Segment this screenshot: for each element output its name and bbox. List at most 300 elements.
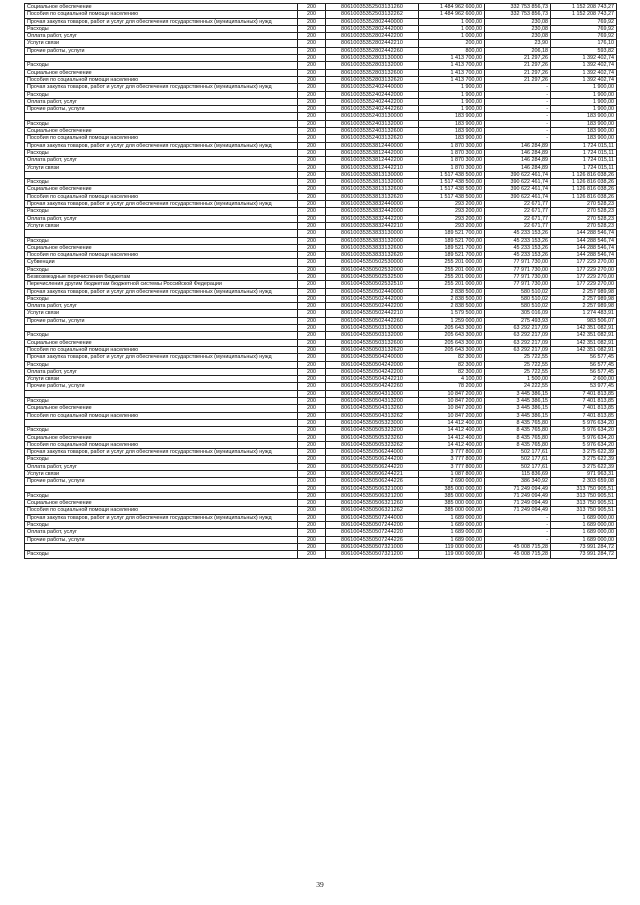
table-row xyxy=(25,259,617,266)
row-name: Услуги связи xyxy=(25,222,298,229)
row-executed: 390 622 461,74 xyxy=(485,193,551,200)
row-unexecuted: 56 577,45 xyxy=(551,354,617,361)
row-approved: 255 201 000,00 xyxy=(419,273,485,280)
row-executed: 580 510,02 xyxy=(485,295,551,302)
row-name: Прочие работы, услуги xyxy=(25,478,298,485)
row-approved: 1 000,00 xyxy=(419,25,485,32)
row-name xyxy=(25,325,298,332)
row-approved: 1 870 300,00 xyxy=(419,149,485,156)
row-code: 200 xyxy=(298,419,326,426)
row-approved: 10 847 200,00 xyxy=(419,412,485,419)
row-approved: 189 521 700,00 xyxy=(419,237,485,244)
row-code: 200 xyxy=(298,171,326,178)
row-approved: 1 517 438 500,00 xyxy=(419,193,485,200)
row-approved: 10 847 200,00 xyxy=(419,390,485,397)
row-approved: 255 201 000,00 xyxy=(419,281,485,288)
row-kbk: 80610035352802442210 xyxy=(326,40,419,47)
row-unexecuted: 144 288 546,74 xyxy=(551,237,617,244)
row-name: Прочая закупка товаров, работ и услуг для обеспечения государственных (муниципальных) нужд xyxy=(25,18,298,25)
row-kbk: 80610035353833132000 xyxy=(326,237,419,244)
row-approved: 1 689 000,00 xyxy=(419,514,485,521)
row-unexecuted: 1 689 000,00 xyxy=(551,529,617,536)
table-row xyxy=(25,295,617,302)
row-code: 200 xyxy=(298,339,326,346)
row-code: 200 xyxy=(298,128,326,135)
row-executed: 45 008 715,28 xyxy=(485,543,551,550)
row-code: 200 xyxy=(298,4,326,11)
row-kbk: 80610035352403132600 xyxy=(326,128,419,135)
row-kbk: 80610035352802440000 xyxy=(326,18,419,25)
row-kbk: 80610045350502530000 xyxy=(326,259,419,266)
row-approved: 1 870 300,00 xyxy=(419,142,485,149)
row-executed: - xyxy=(485,84,551,91)
table-row xyxy=(25,543,617,550)
table-row xyxy=(25,135,617,142)
row-kbk: 80610035352503132262 xyxy=(326,11,419,18)
row-name xyxy=(25,390,298,397)
row-name: Пособия по социальной помощи населению xyxy=(25,76,298,83)
row-code: 200 xyxy=(298,536,326,543)
row-kbk: 80610045350506244000 xyxy=(326,449,419,456)
row-name: Оплата работ, услуг xyxy=(25,463,298,470)
row-name: Социальное обеспечение xyxy=(25,186,298,193)
row-approved: 1 579 500,00 xyxy=(419,310,485,317)
row-approved: 293 200,00 xyxy=(419,208,485,215)
table-row xyxy=(25,4,617,11)
table-row xyxy=(25,47,617,54)
row-executed: 22 671,77 xyxy=(485,222,551,229)
row-unexecuted: 1 392 402,74 xyxy=(551,62,617,69)
row-executed: - xyxy=(485,529,551,536)
table-row xyxy=(25,55,617,62)
row-unexecuted: 1 126 816 038,26 xyxy=(551,171,617,178)
row-approved: 385 000 000,00 xyxy=(419,500,485,507)
row-unexecuted: 177 229 270,00 xyxy=(551,266,617,273)
row-kbk: 80610035353832442000 xyxy=(326,208,419,215)
row-unexecuted: 1 126 816 038,26 xyxy=(551,179,617,186)
row-unexecuted: 7 401 813,85 xyxy=(551,412,617,419)
row-executed: - xyxy=(485,113,551,120)
row-kbk: 80610045350504242260 xyxy=(326,383,419,390)
row-approved: 1 900,00 xyxy=(419,91,485,98)
row-kbk: 80610035352803132600 xyxy=(326,69,419,76)
row-unexecuted: 183 900,00 xyxy=(551,113,617,120)
row-unexecuted: 3 275 622,39 xyxy=(551,463,617,470)
table-row xyxy=(25,478,617,485)
row-unexecuted: 3 275 622,39 xyxy=(551,456,617,463)
table-row xyxy=(25,325,617,332)
table-row xyxy=(25,507,617,514)
row-unexecuted: 53 977,45 xyxy=(551,383,617,390)
table-row xyxy=(25,157,617,164)
row-code: 200 xyxy=(298,91,326,98)
row-code: 200 xyxy=(298,193,326,200)
row-name xyxy=(25,230,298,237)
row-approved: 14 412 400,00 xyxy=(419,441,485,448)
row-name: Субвенции xyxy=(25,259,298,266)
row-kbk: 80610035352803132620 xyxy=(326,76,419,83)
row-kbk: 80610045350507321200 xyxy=(326,551,419,558)
page-number: 39 xyxy=(316,880,324,889)
row-kbk: 80610045350502442000 xyxy=(326,295,419,302)
row-kbk: 80610045350504240000 xyxy=(326,354,419,361)
row-kbk: 80610045350504313262 xyxy=(326,412,419,419)
row-code: 200 xyxy=(298,405,326,412)
row-name: Прочая закупка товаров, работ и услуг для обеспечения государственных (муниципальных) нужд xyxy=(25,288,298,295)
row-code: 200 xyxy=(298,164,326,171)
row-name: Расходы xyxy=(25,398,298,405)
row-approved: 183 900,00 xyxy=(419,120,485,127)
row-kbk: 80610045350507244220 xyxy=(326,529,419,536)
row-code: 200 xyxy=(298,346,326,353)
row-name: Оплата работ, услуг xyxy=(25,303,298,310)
row-unexecuted: 1 724 015,11 xyxy=(551,149,617,156)
row-approved: 1 689 000,00 xyxy=(419,522,485,529)
row-kbk: 80610045350504242000 xyxy=(326,361,419,368)
row-executed: 580 510,02 xyxy=(485,288,551,295)
row-code: 200 xyxy=(298,514,326,521)
table-row xyxy=(25,303,617,310)
table-row xyxy=(25,215,617,222)
row-executed: 45 233 153,26 xyxy=(485,252,551,259)
row-approved: 3 777 800,00 xyxy=(419,456,485,463)
row-unexecuted: 983 506,07 xyxy=(551,317,617,324)
table-row xyxy=(25,354,617,361)
row-unexecuted: 177 229 270,00 xyxy=(551,273,617,280)
row-approved: 2 838 500,00 xyxy=(419,303,485,310)
row-name: Перечисления другим бюджетам бюджетной системы Российской Федерации xyxy=(25,281,298,288)
row-kbk: 80610045350507244000 xyxy=(326,514,419,521)
table-row xyxy=(25,62,617,69)
row-name: Прочая закупка товаров, работ и услуг для обеспечения государственных (муниципальных) нужд xyxy=(25,449,298,456)
table-row xyxy=(25,91,617,98)
row-code: 200 xyxy=(298,157,326,164)
row-name: Оплата работ, услуг xyxy=(25,368,298,375)
row-approved: 14 412 400,00 xyxy=(419,419,485,426)
row-kbk: 80610035352402442200 xyxy=(326,98,419,105)
row-approved: 1 484 962 600,00 xyxy=(419,11,485,18)
row-code: 200 xyxy=(298,106,326,113)
row-approved: 385 000 000,00 xyxy=(419,492,485,499)
row-name: Пособия по социальной помощи населению xyxy=(25,135,298,142)
table-row xyxy=(25,368,617,375)
row-name: Пособия по социальной помощи населению xyxy=(25,252,298,259)
row-approved: 1 413 700,00 xyxy=(419,69,485,76)
table-row xyxy=(25,120,617,127)
row-name: Услуги связи xyxy=(25,164,298,171)
row-name: Оплата работ, услуг xyxy=(25,33,298,40)
row-unexecuted: 1 689 000,00 xyxy=(551,536,617,543)
row-kbk: 80610045350505323000 xyxy=(326,419,419,426)
table-row xyxy=(25,463,617,470)
row-code: 200 xyxy=(298,69,326,76)
row-unexecuted: 144 288 546,74 xyxy=(551,244,617,251)
row-approved: 1 517 438 500,00 xyxy=(419,171,485,178)
row-unexecuted: 3 275 622,39 xyxy=(551,449,617,456)
row-code: 200 xyxy=(298,215,326,222)
row-approved: 189 521 700,00 xyxy=(419,230,485,237)
row-executed: 305 016,09 xyxy=(485,310,551,317)
row-executed: 77 971 730,00 xyxy=(485,259,551,266)
row-executed: 63 292 217,09 xyxy=(485,325,551,332)
row-code: 200 xyxy=(298,11,326,18)
row-unexecuted: 7 401 813,85 xyxy=(551,398,617,405)
table-row xyxy=(25,449,617,456)
row-unexecuted: 183 900,00 xyxy=(551,120,617,127)
row-unexecuted: 142 351 082,91 xyxy=(551,325,617,332)
row-kbk: 80610035353832442200 xyxy=(326,215,419,222)
row-name: Расходы xyxy=(25,25,298,32)
budget-execution-table xyxy=(24,3,617,559)
row-unexecuted: 176,10 xyxy=(551,40,617,47)
table-row xyxy=(25,281,617,288)
row-unexecuted: 177 229 270,00 xyxy=(551,259,617,266)
row-approved: 82 300,00 xyxy=(419,354,485,361)
row-name: Социальное обеспечение xyxy=(25,69,298,76)
table-row xyxy=(25,40,617,47)
row-unexecuted: 5 976 634,20 xyxy=(551,419,617,426)
row-kbk: 80610035352803130000 xyxy=(326,55,419,62)
row-executed: 77 971 730,00 xyxy=(485,266,551,273)
row-name: Пособия по социальной помощи населению xyxy=(25,193,298,200)
row-kbk: 80610045350502442260 xyxy=(326,317,419,324)
table-row xyxy=(25,18,617,25)
row-kbk: 80610045350505323262 xyxy=(326,441,419,448)
table-row xyxy=(25,390,617,397)
row-approved: 82 300,00 xyxy=(419,361,485,368)
row-kbk: 80610045350502532500 xyxy=(326,273,419,280)
budget-page xyxy=(24,3,616,559)
row-unexecuted: 1 724 015,11 xyxy=(551,157,617,164)
table-row xyxy=(25,33,617,40)
row-name: Социальное обеспечение xyxy=(25,128,298,135)
row-unexecuted: 270 528,23 xyxy=(551,208,617,215)
table-row xyxy=(25,456,617,463)
row-code: 200 xyxy=(298,149,326,156)
row-unexecuted: 769,92 xyxy=(551,18,617,25)
row-executed: - xyxy=(485,91,551,98)
row-kbk: 80610045350503132000 xyxy=(326,332,419,339)
row-unexecuted: 5 976 634,20 xyxy=(551,434,617,441)
row-name: Пособия по социальной помощи населению xyxy=(25,412,298,419)
row-approved: 183 900,00 xyxy=(419,135,485,142)
row-code: 200 xyxy=(298,449,326,456)
row-name: Расходы xyxy=(25,149,298,156)
table-row xyxy=(25,419,617,426)
row-executed: 502 177,61 xyxy=(485,449,551,456)
row-code: 200 xyxy=(298,186,326,193)
table-row xyxy=(25,106,617,113)
table-row xyxy=(25,171,617,178)
table-row xyxy=(25,128,617,135)
row-unexecuted: 7 401 813,85 xyxy=(551,390,617,397)
row-code: 200 xyxy=(298,398,326,405)
row-executed: 25 722,55 xyxy=(485,368,551,375)
row-unexecuted: 270 528,23 xyxy=(551,215,617,222)
table-row xyxy=(25,514,617,521)
row-executed: 24 222,55 xyxy=(485,383,551,390)
row-approved: 200,00 xyxy=(419,40,485,47)
row-executed: 71 249 094,49 xyxy=(485,500,551,507)
row-executed: 146 284,89 xyxy=(485,149,551,156)
table-row xyxy=(25,179,617,186)
row-code: 200 xyxy=(298,25,326,32)
table-row xyxy=(25,346,617,353)
row-approved: 2 838 500,00 xyxy=(419,288,485,295)
row-approved: 1 900,00 xyxy=(419,106,485,113)
row-approved: 1 087 800,00 xyxy=(419,471,485,478)
row-unexecuted: 313 750 905,51 xyxy=(551,500,617,507)
row-approved: 10 847 200,00 xyxy=(419,405,485,412)
row-unexecuted: 1 900,00 xyxy=(551,106,617,113)
row-unexecuted: 1 900,00 xyxy=(551,84,617,91)
row-kbk: 80610035353812442000 xyxy=(326,149,419,156)
row-executed: 22 671,77 xyxy=(485,201,551,208)
row-unexecuted: 1 392 402,74 xyxy=(551,55,617,62)
row-unexecuted: 142 351 082,91 xyxy=(551,332,617,339)
row-unexecuted: 2 303 659,08 xyxy=(551,478,617,485)
row-approved: 205 643 300,00 xyxy=(419,346,485,353)
row-code: 200 xyxy=(298,120,326,127)
row-name: Прочая закупка товаров, работ и услуг для обеспечения государственных (муниципальных) нужд xyxy=(25,142,298,149)
table-row xyxy=(25,441,617,448)
row-code: 200 xyxy=(298,201,326,208)
row-name xyxy=(25,543,298,550)
row-approved: 14 412 400,00 xyxy=(419,434,485,441)
row-code: 200 xyxy=(298,179,326,186)
table-row xyxy=(25,25,617,32)
row-executed: 390 622 461,74 xyxy=(485,186,551,193)
row-name: Прочая закупка товаров, работ и услуг для обеспечения государственных (муниципальных) нужд xyxy=(25,201,298,208)
row-approved: 1 870 300,00 xyxy=(419,164,485,171)
table-row xyxy=(25,208,617,215)
row-approved: 1 000,00 xyxy=(419,33,485,40)
row-unexecuted: 5 976 634,20 xyxy=(551,441,617,448)
row-code: 200 xyxy=(298,325,326,332)
table-row xyxy=(25,492,617,499)
row-kbk: 80610045350506321000 xyxy=(326,485,419,492)
row-code: 200 xyxy=(298,412,326,419)
table-row xyxy=(25,412,617,419)
row-name xyxy=(25,171,298,178)
row-kbk: 80610045350504313200 xyxy=(326,398,419,405)
row-kbk: 80610035353833130000 xyxy=(326,230,419,237)
row-executed: 21 297,26 xyxy=(485,69,551,76)
row-approved: 255 201 000,00 xyxy=(419,259,485,266)
row-kbk: 80610035352402442260 xyxy=(326,106,419,113)
row-unexecuted: 313 750 905,51 xyxy=(551,507,617,514)
row-executed: 21 297,26 xyxy=(485,76,551,83)
row-approved: 183 900,00 xyxy=(419,128,485,135)
row-approved: 78 200,00 xyxy=(419,383,485,390)
row-executed: 63 292 217,09 xyxy=(485,339,551,346)
row-name: Прочая закупка товаров, работ и услуг для обеспечения государственных (муниципальных) нужд xyxy=(25,84,298,91)
row-kbk: 80610045350506244200 xyxy=(326,456,419,463)
row-kbk: 80610045350506244221 xyxy=(326,471,419,478)
row-code: 200 xyxy=(298,76,326,83)
row-unexecuted: 270 528,23 xyxy=(551,201,617,208)
row-executed: - xyxy=(485,514,551,521)
row-code: 200 xyxy=(298,47,326,54)
row-executed: 502 177,61 xyxy=(485,463,551,470)
row-name: Услуги связи xyxy=(25,471,298,478)
row-executed: - xyxy=(485,128,551,135)
row-code: 200 xyxy=(298,368,326,375)
row-kbk: 80610035352402442000 xyxy=(326,91,419,98)
table-row xyxy=(25,244,617,251)
row-executed: 8 435 765,80 xyxy=(485,434,551,441)
row-approved: 205 643 300,00 xyxy=(419,339,485,346)
row-name: Прочие работы, услуги xyxy=(25,106,298,113)
row-code: 200 xyxy=(298,376,326,383)
row-unexecuted: 142 351 082,91 xyxy=(551,346,617,353)
row-executed: 71 249 094,49 xyxy=(485,492,551,499)
row-name: Социальное обеспечение xyxy=(25,500,298,507)
row-name: Оплата работ, услуг xyxy=(25,98,298,105)
table-row xyxy=(25,376,617,383)
table-row xyxy=(25,361,617,368)
row-code: 200 xyxy=(298,237,326,244)
table-row xyxy=(25,405,617,412)
row-executed: 146 284,89 xyxy=(485,157,551,164)
table-row xyxy=(25,471,617,478)
row-name: Пособия по социальной помощи населению xyxy=(25,441,298,448)
row-approved: 119 000 000,00 xyxy=(419,551,485,558)
row-approved: 293 200,00 xyxy=(419,215,485,222)
row-unexecuted: 7 401 813,85 xyxy=(551,405,617,412)
row-executed: - xyxy=(485,536,551,543)
row-name: Прочая закупка товаров, работ и услуг для обеспечения государственных (муниципальных) нужд xyxy=(25,354,298,361)
row-executed: 146 284,89 xyxy=(485,164,551,171)
row-approved: 183 900,00 xyxy=(419,113,485,120)
row-name: Прочая закупка товаров, работ и услуг для обеспечения государственных (муниципальных) нужд xyxy=(25,514,298,521)
row-unexecuted: 1 724 015,11 xyxy=(551,142,617,149)
row-name: Расходы xyxy=(25,522,298,529)
row-code: 200 xyxy=(298,18,326,25)
row-code: 200 xyxy=(298,361,326,368)
row-executed: - xyxy=(485,522,551,529)
row-approved: 2 838 500,00 xyxy=(419,295,485,302)
row-code: 200 xyxy=(298,113,326,120)
table-row xyxy=(25,500,617,507)
row-unexecuted: 1 900,00 xyxy=(551,98,617,105)
row-name xyxy=(25,55,298,62)
row-code: 200 xyxy=(298,222,326,229)
table-row xyxy=(25,434,617,441)
row-executed: 3 445 386,15 xyxy=(485,412,551,419)
table-row xyxy=(25,201,617,208)
row-unexecuted: 183 900,00 xyxy=(551,135,617,142)
row-kbk: 80610045350504313260 xyxy=(326,405,419,412)
row-code: 200 xyxy=(298,303,326,310)
row-unexecuted: 1 689 000,00 xyxy=(551,522,617,529)
row-name xyxy=(25,113,298,120)
row-approved: 14 412 400,00 xyxy=(419,427,485,434)
row-unexecuted: 313 750 905,51 xyxy=(551,485,617,492)
row-name: Расходы xyxy=(25,551,298,558)
row-kbk: 80610035353813132000 xyxy=(326,179,419,186)
row-name: Социальное обеспечение xyxy=(25,244,298,251)
row-executed: 63 292 217,09 xyxy=(485,346,551,353)
row-executed: - xyxy=(485,120,551,127)
table-row xyxy=(25,317,617,324)
row-approved: 255 201 000,00 xyxy=(419,266,485,273)
row-approved: 82 300,00 xyxy=(419,368,485,375)
table-row xyxy=(25,266,617,273)
row-unexecuted: 2 257 989,98 xyxy=(551,288,617,295)
table-row xyxy=(25,339,617,346)
row-kbk: 80610045350502442200 xyxy=(326,303,419,310)
